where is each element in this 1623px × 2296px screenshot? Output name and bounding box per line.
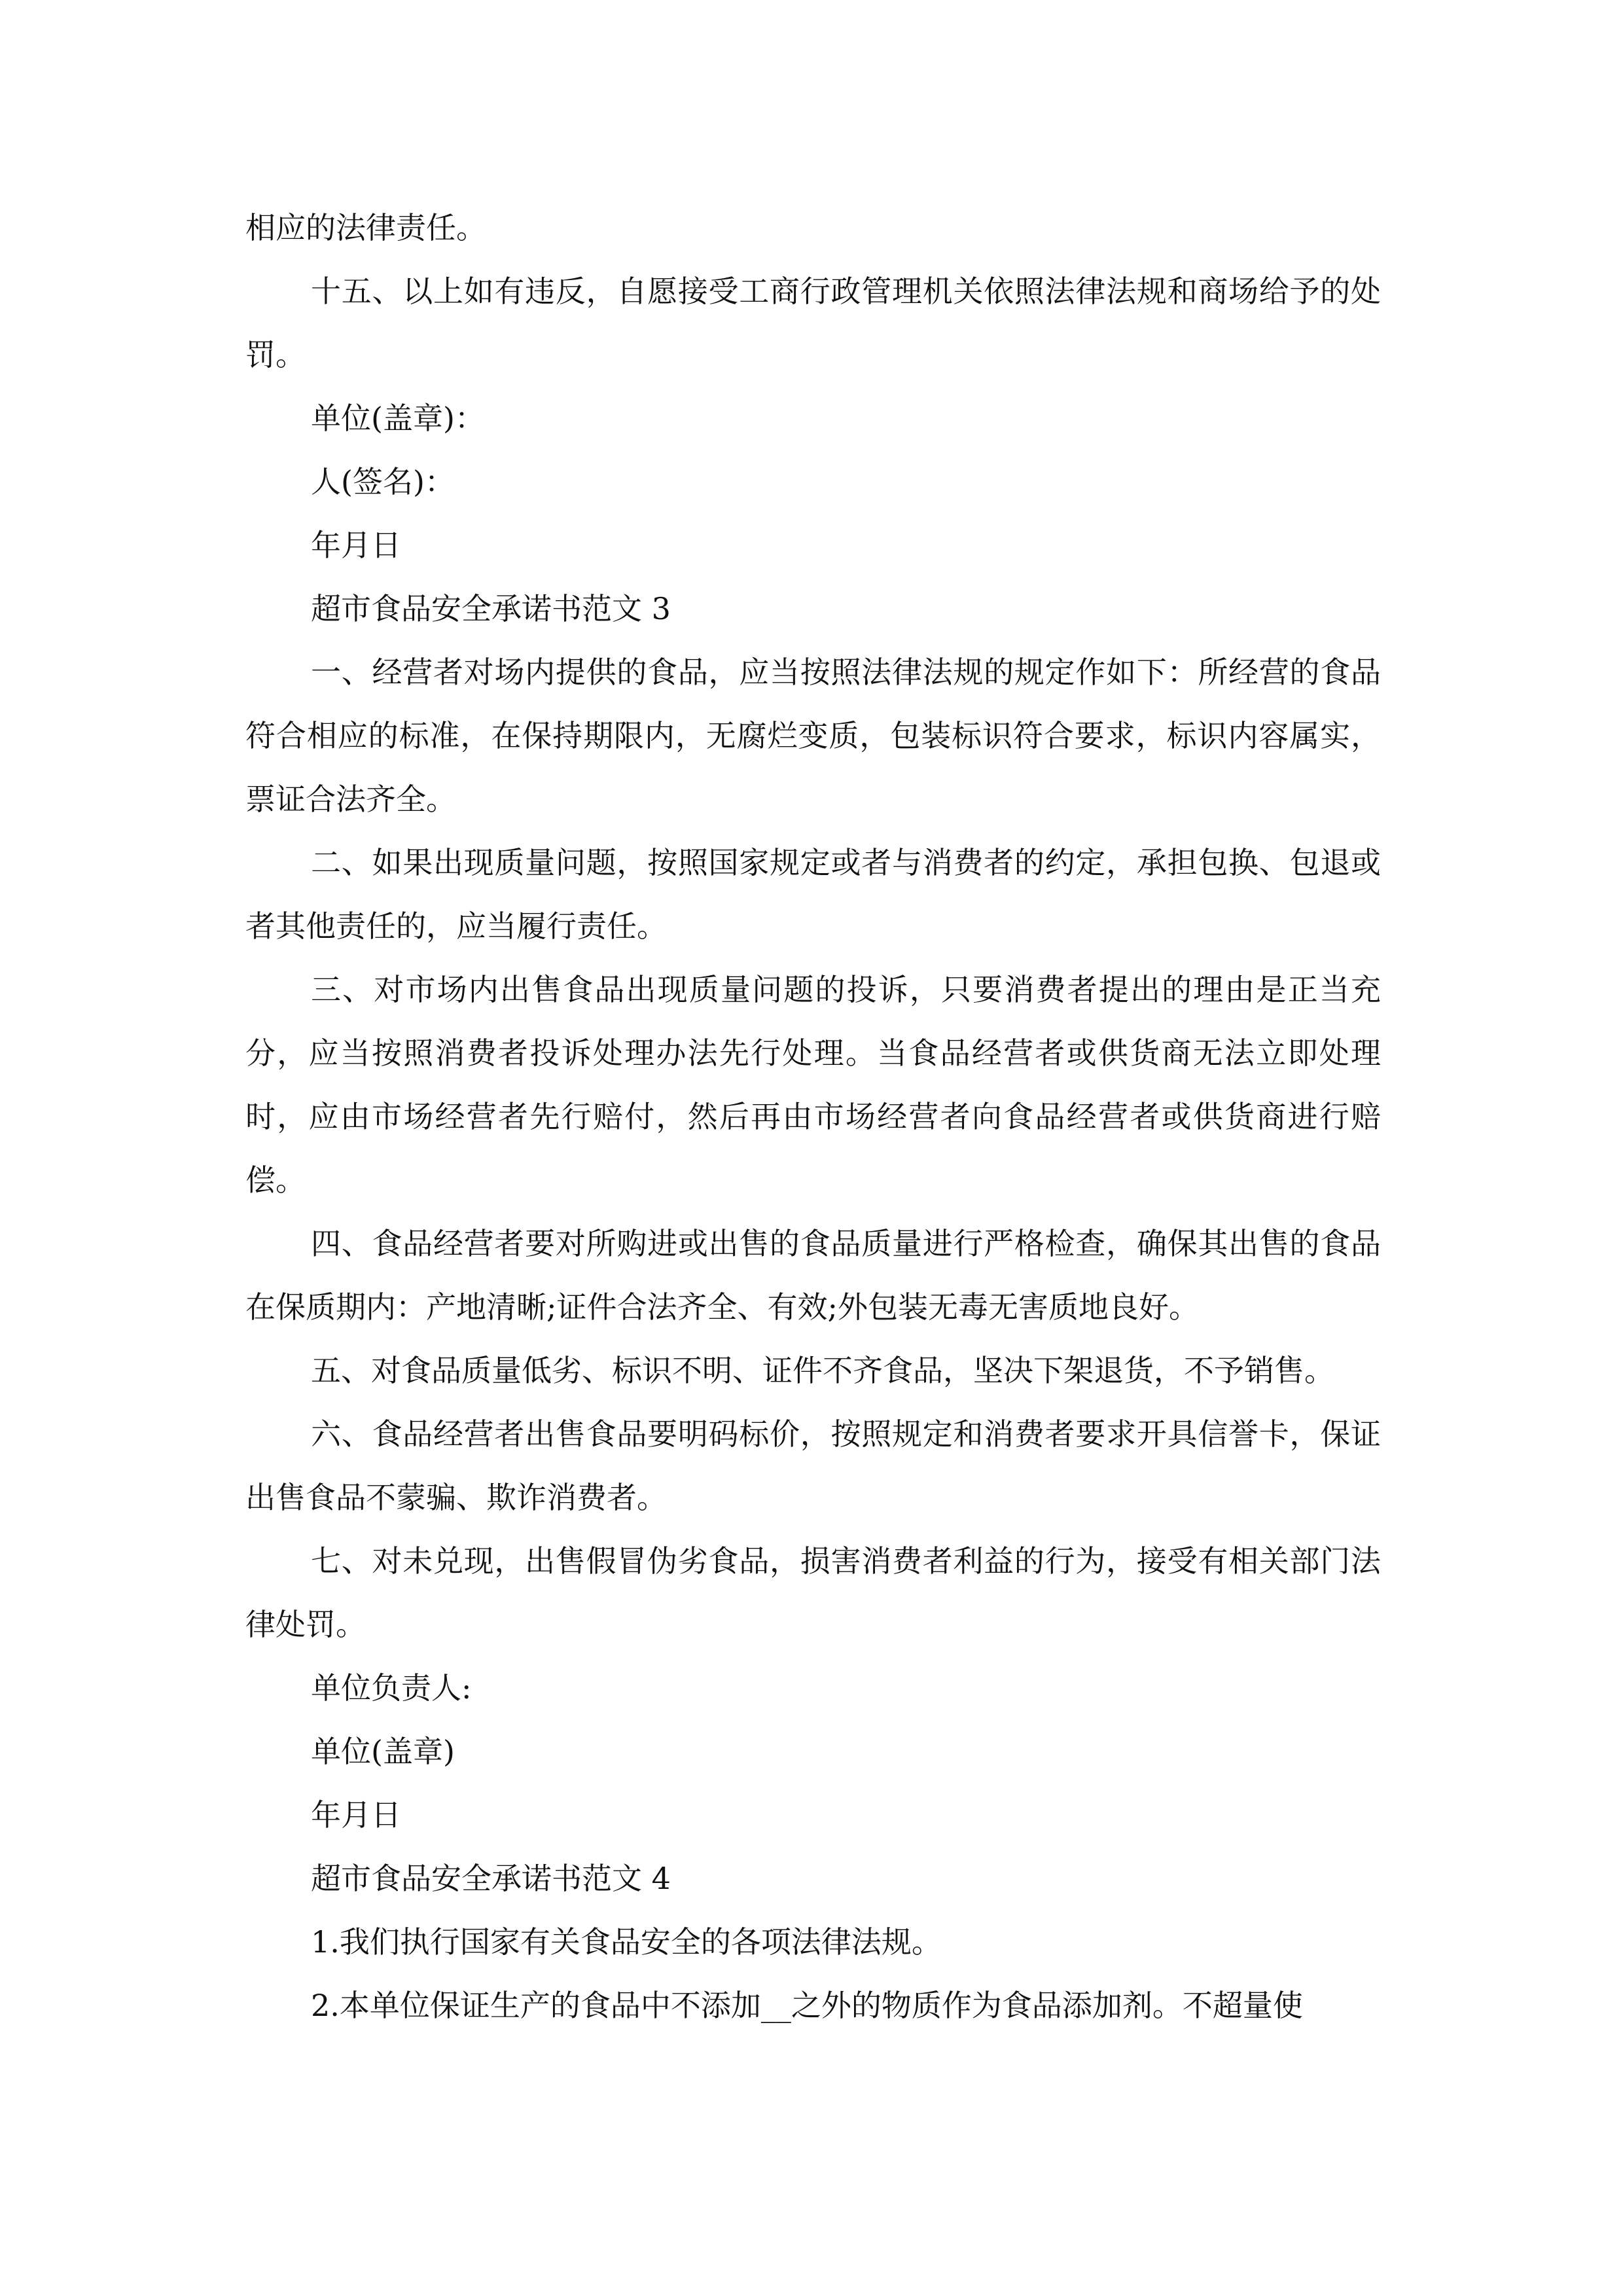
paragraph: 六、食品经营者出售食品要明码标价，按照规定和消费者要求开具信誉卡，保证出售食品不蒙骗、欺诈消费者。 (245, 1416, 1381, 1515)
paragraph: 七、对未兑现，出售假冒伪劣食品，损害消费者利益的行为，接受有相关部门法律处罚。 (245, 1543, 1381, 1642)
date-line: 年月日 (311, 1797, 401, 1833)
paragraph: 1.我们执行国家有关食品安全的各项法律法规。 (311, 1924, 942, 1960)
section-heading: 超市食品安全承诺书范文 4 (311, 1861, 671, 1896)
paragraph: 五、对食品质量低劣、标识不明、证件不齐食品，坚决下架退货，不予销售。 (311, 1353, 1334, 1388)
signature-line-unit-seal: 单位(盖章) (311, 1734, 455, 1769)
signature-line-unit-seal: 单位(盖章)： (311, 401, 485, 436)
paragraph: 2.本单位保证生产的食品中不添加__之外的物质作为食品添加剂。不超量使 (311, 1988, 1303, 2023)
date-line: 年月日 (311, 528, 401, 563)
paragraph: 相应的法律责任。 (245, 210, 486, 245)
section-heading: 超市食品安全承诺书范文 3 (311, 591, 671, 626)
paragraph: 二、如果出现质量问题，按照国家规定或者与消费者的约定，承担包换、包退或者其他责任的，应当履行责任。 (245, 845, 1381, 944)
paragraph: 一、经营者对场内提供的食品，应当按照法律法规的规定作如下：所经营的食品符合相应的标准，在保持期限内，无腐烂变质，包装标识符合要求，标识内容属实，票证合法齐全。 (245, 655, 1381, 817)
paragraph: 三、对市场内出售食品出现质量问题的投诉，只要消费者提出的理由是正当充分，应当按照消费者投诉处理办法先行处理。当食品经营者或供货商无法立即处理时，应由市场经营者先行赔付，然后再由市场经营者向食品经营者或供货商进行赔偿。 (245, 972, 1381, 1198)
paragraph: 四、食品经营者要对所购进或出售的食品质量进行严格检查，确保其出售的食品在保质期内：产地清晰;证件合法齐全、有效;外包装无毒无害质地良好。 (245, 1226, 1381, 1325)
document-body (245, 196, 1381, 2037)
paragraph: 十五、以上如有违反，自愿接受工商行政管理机关依照法律法规和商场给予的处罚。 (245, 274, 1381, 372)
signature-line-person: 人(签名)： (311, 464, 455, 499)
signature-line-responsible-person: 单位负责人: (311, 1670, 472, 1706)
